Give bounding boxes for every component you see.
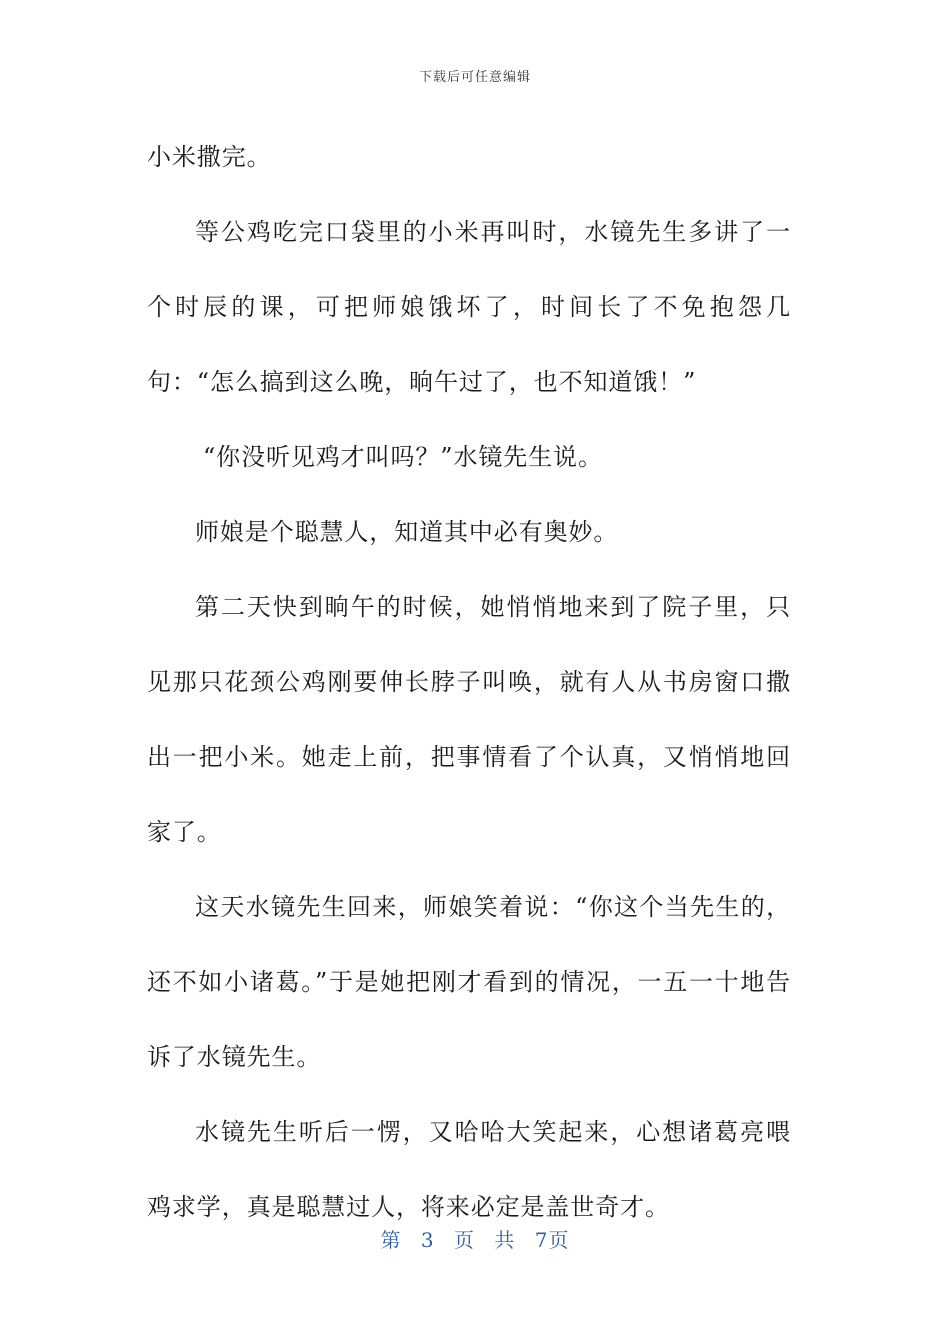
footer-label-ye: 页 (454, 1228, 475, 1252)
paragraph: 这天水镜先生回来，师娘笑着说：“你这个当先生的，还不如小诸葛。”于是她把刚才看到的情况，一五一十地告诉了水镜先生。 (147, 893, 791, 1071)
paragraph-continuation: 小米撒完。 (147, 143, 272, 171)
paragraph: 第二天快到晌午的时候，她悄悄地来到了院子里，只见那只花颈公鸡刚要伸长脖子叫唤，就有人从书房窗口撒出一把小米。她走上前，把事情看了个认真，又悄悄地回家了。 (147, 593, 791, 846)
paragraph: 水镜先生听后一愣，又哈哈大笑起来，心想诸葛亮喂鸡求学，真是聪慧过人，将来必定是盖世奇才。 (147, 1118, 791, 1221)
footer-label-di: 第 (380, 1228, 402, 1252)
paragraph: 等公鸡吃完口袋里的小米再叫时，水镜先生多讲了一个时辰的课，可把师娘饿坏了，时间长了不免抱怨几句：“怎么搞到这么晚，晌午过了，也不知道饿！” (147, 218, 791, 396)
footer-label-gong: 共 (494, 1228, 516, 1252)
body-text (147, 120, 791, 1245)
paragraph: “你没听见鸡才叫吗？”水镜先生说。 (203, 443, 603, 471)
footer-page-number: 3 (420, 1228, 435, 1252)
header-note: 下载后可任意编辑 (418, 70, 531, 85)
page-footer (0, 1224, 950, 1253)
paragraph: 师娘是个聪慧人，知道其中必有奥妙。 (195, 518, 619, 546)
footer-total-pages: 7页 (534, 1228, 570, 1252)
